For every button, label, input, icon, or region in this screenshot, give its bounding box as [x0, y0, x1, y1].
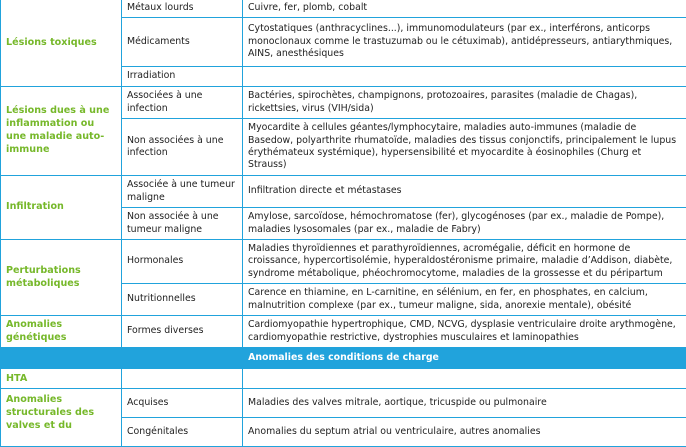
description-cell: Maladies thyroïdiennes et parathyroïdiennes, acromégalie, déficit en hormone de croissance, hypercortisolémie, hyperaldostéronisme primaire, maladie d’Addison, diabète, syndrome métabolique, phéochromocytome, maladies de la grossesse et du péripartum	[243, 240, 686, 284]
subcategory-cell: Acquises	[122, 389, 243, 418]
category-cell: Anomalies structurales des valves et du	[1, 389, 122, 447]
category-cell: Lésions dues à une inflammation ou une maladie auto-immune	[1, 87, 122, 176]
description-cell: Carence en thiamine, en L-carnitine, en sélénium, en fer, en phosphates, en calcium, malnutrition complexe (par ex., tumeur maligne, sida, anorexie mentale), obésité	[243, 284, 686, 316]
description-cell: Amylose, sarcoïdose, hémochromatose (fer), glycogénoses (par ex., maladie de Pompe), maladies lysosomales (par ex., maladie de Fabry)	[243, 208, 686, 240]
table-row	[1, 176, 686, 208]
description-cell: Myocardite à cellules géantes/lymphocytaire, maladies auto-immunes (maladie de Basedow, polyarthrite rhumatoïde, maladies des tissus conjonctifs, principalement le lupus érythémateux systémique), hypersensibilité et myocardite à éosinophiles (Churg et Strauss)	[243, 119, 686, 176]
subcategory-cell: Congénitales	[122, 418, 243, 447]
table-row	[1, 240, 686, 284]
category-cell: Perturbations métaboliques	[1, 240, 122, 316]
subcategory-cell: Associée à une tumeur maligne	[122, 176, 243, 208]
description-cell	[243, 67, 686, 87]
subcategory-cell: Nutritionnelles	[122, 284, 243, 316]
category-cell: Anomalies génétiques	[1, 316, 122, 348]
table-row	[1, 369, 686, 389]
table-row	[1, 0, 686, 18]
description-cell: Maladies des valves mitrale, aortique, tricuspide ou pulmonaire	[243, 389, 686, 418]
description-cell: Cuivre, fer, plomb, cobalt	[243, 0, 686, 18]
table-row	[1, 389, 686, 418]
category-cell: Lésions toxiques	[1, 0, 122, 87]
description-cell: Anomalies du septum atrial ou ventriculaire, autres anomalies	[243, 418, 686, 447]
description-cell: Infiltration directe et métastases	[243, 176, 686, 208]
subcategory-cell	[122, 369, 243, 389]
description-cell: Bactéries, spirochètes, champignons, protozoaires, parasites (maladie de Chagas), rickettsies, virus (VIH/sida)	[243, 87, 686, 119]
category-cell: HTA	[1, 369, 122, 389]
table-row	[1, 316, 686, 348]
subcategory-cell: Non associée à une tumeur maligne	[122, 208, 243, 240]
description-cell	[243, 369, 686, 389]
subcategory-cell: Hormonales	[122, 240, 243, 284]
subcategory-cell: Médicaments	[122, 18, 243, 67]
section-header-row	[1, 348, 686, 369]
description-cell: Cardiomyopathie hypertrophique, CMD, NCVG, dysplasie ventriculaire droite arythmogène, cardiomyopathie restrictive, dystrophies musculaires et laminopathies	[243, 316, 686, 348]
subcategory-cell: Associées à une infection	[122, 87, 243, 119]
table-row	[1, 87, 686, 119]
subcategory-cell: Formes diverses	[122, 316, 243, 348]
subcategory-cell: Métaux lourds	[122, 0, 243, 18]
category-cell: Infiltration	[1, 176, 122, 240]
description-cell: Cytostatiques (anthracyclines...), immunomodulateurs (par ex., interférons, anticorps monoclonaux comme le trastuzumab ou le cétuximab), antidépresseurs, antiarythmiques, AINS, anesthésiques	[243, 18, 686, 67]
subcategory-cell: Non associées à une infection	[122, 119, 243, 176]
subcategory-cell: Irradiation	[122, 67, 243, 87]
section-header: Anomalies des conditions de charge	[1, 348, 686, 369]
